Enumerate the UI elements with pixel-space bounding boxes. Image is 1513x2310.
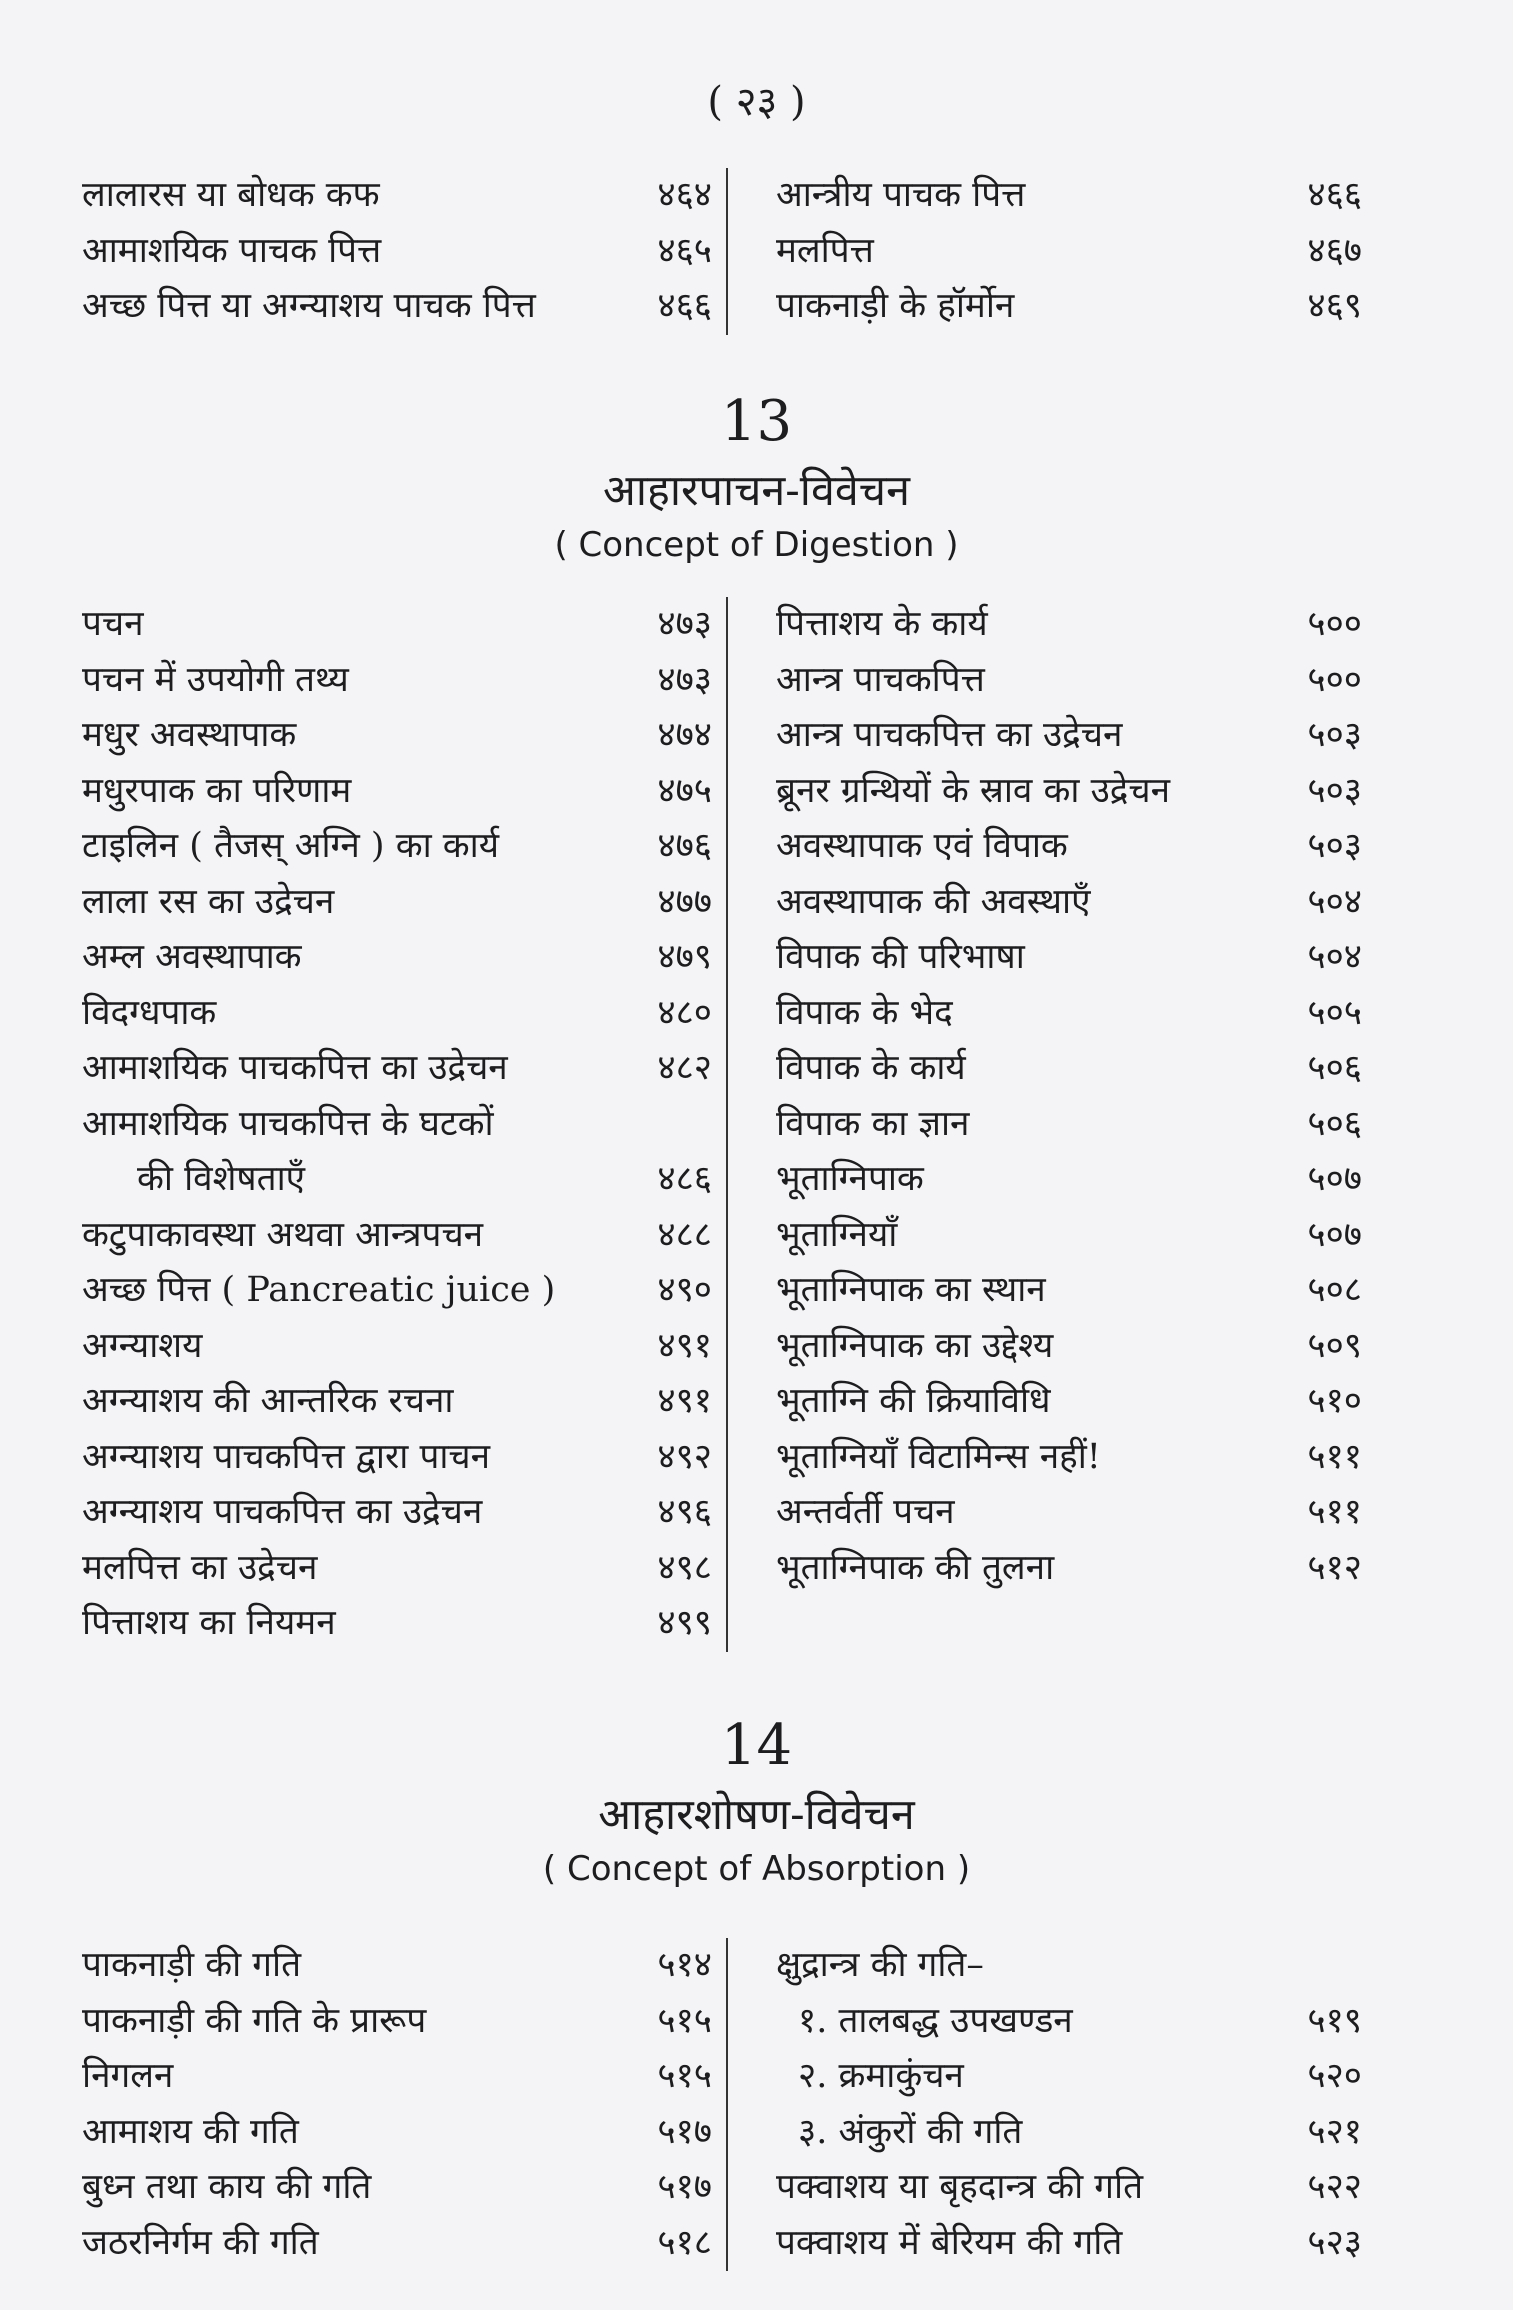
chapter-number: 13 xyxy=(720,389,793,454)
toc-entry xyxy=(776,1541,1362,1597)
toc-entry-page: ५०९ xyxy=(1307,1325,1362,1366)
toc-entry xyxy=(776,2105,1362,2161)
toc-entry-page: ५०७ xyxy=(1307,1214,1362,1255)
toc-entry xyxy=(776,1430,1362,1486)
toc-entry xyxy=(776,986,1362,1042)
toc-entry-title: अवस्थापाक एवं विपाक xyxy=(776,826,1068,866)
toc-entry xyxy=(82,708,712,764)
chapter-14-heading xyxy=(0,1714,1513,1894)
toc-entry-title: अम्ल अवस्थापाक xyxy=(82,937,302,977)
toc-left-column xyxy=(82,168,728,335)
toc-entry-page: ४७७ xyxy=(657,881,712,922)
toc-entry-page: ४९१ xyxy=(657,1325,712,1366)
toc-entry-page: ५०० xyxy=(1307,659,1362,700)
toc-entry-title: मधुर अवस्थापाक xyxy=(82,715,297,755)
toc-entry xyxy=(776,279,1362,335)
toc-entry xyxy=(776,930,1362,986)
toc-entry-page: ५२० xyxy=(1307,2056,1362,2096)
toc-entry xyxy=(82,168,712,224)
toc-block-continued xyxy=(82,168,1362,335)
toc-entry-page: ५११ xyxy=(1307,1492,1362,1532)
toc-entry-title: अन्तर्वर्ती पचन xyxy=(776,1492,955,1532)
toc-entry xyxy=(82,224,712,280)
toc-entry-page: ४६५ xyxy=(657,230,712,271)
toc-entry-title: मलपित्त का उद्रेचन xyxy=(82,1547,318,1588)
toc-entry-title: भूताग्नि की क्रियाविधि xyxy=(776,1381,1051,1421)
toc-block-chapter-13 xyxy=(82,597,1362,1652)
toc-entry-title: कटुपाकावस्था अथवा आन्त्रपचन xyxy=(82,1214,484,1255)
toc-entry-page: ५०६ xyxy=(1307,1048,1362,1088)
toc-entry-title: आन्त्र पाचकपित्त का उद्रेचन xyxy=(776,715,1123,755)
toc-entry-page: ५०६ xyxy=(1307,1103,1362,1144)
toc-entry-title: आमाशय की गति xyxy=(82,2111,299,2152)
toc-entry xyxy=(776,2160,1362,2216)
toc-entry-page: ४८० xyxy=(657,992,712,1033)
toc-entry-title: पक्वाशय या बृहदान्त्र की गति xyxy=(776,2167,1144,2207)
toc-entry-title: आन्त्रीय पाचक पित्त xyxy=(776,175,1026,215)
toc-entry xyxy=(82,1541,712,1597)
toc-entry xyxy=(776,1485,1362,1541)
toc-entry-title: पाकनाड़ी के हॉर्मोन xyxy=(776,286,1015,326)
toc-entry-page: ४८६ xyxy=(657,1159,712,1199)
chapter-number: 14 xyxy=(720,1713,793,1778)
toc-entry-page: ४७९ xyxy=(657,937,712,977)
toc-entry-title: मधुरपाक का परिणाम xyxy=(82,770,352,811)
toc-entry-title: भूताग्निपाक की तुलना xyxy=(776,1547,1055,1588)
toc-entry xyxy=(776,1041,1362,1097)
toc-entry-page: ४६७ xyxy=(1307,230,1362,271)
toc-entry-page: ४७५ xyxy=(657,770,712,811)
toc-entry-title: पाकनाड़ी की गति के प्रारूप xyxy=(82,2000,427,2041)
toc-entry-title: पचन में उपयोगी तथ्य xyxy=(82,659,349,700)
toc-entry-title: पित्ताशय के कार्य xyxy=(776,604,988,644)
toc-entry-page: ४७६ xyxy=(657,826,712,866)
toc-entry xyxy=(82,1208,712,1264)
toc-entry-page: ५१८ xyxy=(657,2222,712,2263)
toc-entry xyxy=(82,1041,712,1097)
toc-entry-title: विदग्धपाक xyxy=(82,992,217,1033)
toc-entry-page: ४९२ xyxy=(657,1436,712,1477)
toc-entry-page: ४९६ xyxy=(657,1492,712,1532)
toc-entry-title: पचन xyxy=(82,604,144,644)
toc-entry-title: टाइलिन ( तैजस् अग्नि ) का कार्य xyxy=(82,826,500,866)
toc-entry-page: ५०४ xyxy=(1307,937,1362,977)
toc-entry xyxy=(82,279,712,335)
toc-entry-title: भूताग्निपाक का स्थान xyxy=(776,1270,1046,1310)
toc-entry xyxy=(82,1374,712,1430)
toc-entry-page: ४९० xyxy=(657,1270,712,1310)
toc-left-column xyxy=(82,1938,728,2271)
toc-entry xyxy=(82,1994,712,2050)
toc-entry-title: भूताग्निपाक का उद्देश्य xyxy=(776,1325,1054,1366)
toc-entry xyxy=(776,224,1362,280)
toc-entry-page: ५२२ xyxy=(1307,2167,1362,2207)
toc-entry-title: बुध्न तथा काय की गति xyxy=(82,2167,372,2207)
toc-entry-title: आमाशयिक पाचक पित्त xyxy=(82,230,382,271)
toc-entry xyxy=(776,819,1362,875)
toc-entry-title: अच्छ पित्त ( Pancreatic juice ) xyxy=(82,1270,556,1310)
toc-entry-page: ४९८ xyxy=(657,1547,712,1588)
toc-entry-page: ५१४ xyxy=(657,1945,712,1985)
toc-entry xyxy=(82,986,712,1042)
toc-entry-title: अच्छ पित्त या अग्न्याशय पाचक पित्त xyxy=(82,286,536,326)
toc-entry xyxy=(82,1319,712,1375)
toc-entry xyxy=(776,1263,1362,1319)
toc-entry-page: ४९९ xyxy=(657,1603,712,1643)
toc-entry xyxy=(82,1097,712,1153)
toc-entry xyxy=(776,2049,1362,2105)
toc-entry xyxy=(776,764,1362,820)
toc-entry-page: ५१५ xyxy=(657,2000,712,2041)
toc-entry-title: पक्वाशय में बेरियम की गति xyxy=(776,2222,1123,2263)
toc-entry xyxy=(776,1994,1362,2050)
toc-entry-title: ब्रूनर ग्रन्थियों के स्राव का उद्रेचन xyxy=(776,770,1171,811)
toc-entry xyxy=(82,1596,712,1652)
toc-right-column xyxy=(728,597,1362,1652)
chapter-title-english: ( Concept of Digestion ) xyxy=(554,525,959,565)
toc-entry-page: ५०७ xyxy=(1307,1159,1362,1199)
chapter-title-hindi: आहारपाचन-विवेचन xyxy=(603,466,910,516)
toc-entry-page: ४७३ xyxy=(657,604,712,644)
toc-entry xyxy=(776,708,1362,764)
toc-entry-title: की विशेषताएँ xyxy=(137,1159,305,1199)
toc-entry xyxy=(82,597,712,653)
toc-entry xyxy=(776,168,1362,224)
toc-entry-title: विपाक की परिभाषा xyxy=(776,937,1025,977)
toc-entry xyxy=(776,1319,1362,1375)
toc-entry-title: लालारस या बोधक कफ xyxy=(82,175,380,215)
toc-entry xyxy=(776,1938,1362,1994)
toc-entry-title: विपाक के कार्य xyxy=(776,1048,966,1088)
toc-entry-title: विपाक का ज्ञान xyxy=(776,1103,970,1144)
toc-entry xyxy=(82,1152,712,1208)
toc-entry-page: ५१५ xyxy=(657,2056,712,2096)
toc-entry xyxy=(776,1152,1362,1208)
toc-entry xyxy=(776,875,1362,931)
toc-entry xyxy=(82,764,712,820)
toc-entry-page: ४७३ xyxy=(657,659,712,700)
toc-block-chapter-14 xyxy=(82,1938,1362,2271)
toc-entry xyxy=(82,1485,712,1541)
toc-entry xyxy=(82,819,712,875)
toc-entry-title: अवस्थापाक की अवस्थाएँ xyxy=(776,881,1091,922)
toc-entry-title: १. तालबद्ध उपखण्डन xyxy=(798,2000,1073,2041)
toc-entry-page: ५२३ xyxy=(1307,2222,1362,2263)
toc-entry xyxy=(82,2049,712,2105)
toc-entry-page: ५०३ xyxy=(1307,715,1362,755)
toc-entry-title: विपाक के भेद xyxy=(776,992,953,1033)
chapter-title-english: ( Concept of Absorption ) xyxy=(542,1849,971,1889)
toc-entry-title: आन्त्र पाचकपित्त xyxy=(776,659,985,700)
toc-entry-title: अग्न्याशय पाचकपित्त का उद्रेचन xyxy=(82,1492,483,1532)
toc-entry-title: पाकनाड़ी की गति xyxy=(82,1945,302,1985)
toc-entry-page: ५०४ xyxy=(1307,881,1362,922)
toc-entry-page: ५०३ xyxy=(1307,770,1362,811)
toc-entry-title: जठरनिर्गम की गति xyxy=(82,2222,319,2263)
toc-entry-title: २. क्रमाकुंचन xyxy=(798,2056,964,2096)
toc-entry xyxy=(82,2105,712,2161)
toc-entry-title: भूताग्निपाक xyxy=(776,1159,924,1199)
toc-entry xyxy=(82,930,712,986)
toc-entry-page: ४९१ xyxy=(657,1381,712,1421)
toc-entry-page: ४६४ xyxy=(657,175,712,215)
toc-left-column xyxy=(82,597,728,1652)
toc-entry-title: ३. अंकुरों की गति xyxy=(798,2111,1023,2152)
toc-entry xyxy=(776,1208,1362,1264)
chapter-title-hindi: आहारशोषण-विवेचन xyxy=(598,1790,915,1840)
toc-entry-page: ४७४ xyxy=(657,715,712,755)
toc-entry-title: मलपित्त xyxy=(776,230,874,271)
toc-entry xyxy=(82,1938,712,1994)
toc-right-column xyxy=(728,168,1362,335)
toc-entry-title: आमाशयिक पाचकपित्त का उद्रेचन xyxy=(82,1048,508,1088)
toc-entry-page: ५२१ xyxy=(1307,2111,1362,2152)
toc-entry-page: ५१२ xyxy=(1307,1547,1362,1588)
toc-entry xyxy=(82,1430,712,1486)
toc-right-column xyxy=(728,1938,1362,2271)
toc-entry-page: ५१७ xyxy=(657,2167,712,2207)
page-number: ( २३ ) xyxy=(707,79,806,125)
toc-entry xyxy=(82,2216,712,2272)
toc-entry-page: ५०३ xyxy=(1307,826,1362,866)
toc-entry-page: ५१७ xyxy=(657,2111,712,2152)
toc-entry-page: ४६६ xyxy=(657,286,712,326)
toc-entry-page: ५०० xyxy=(1307,604,1362,644)
toc-entry-title: अग्न्याशय पाचकपित्त द्वारा पाचन xyxy=(82,1436,491,1477)
toc-entry-title: क्षुद्रान्त्र की गति– xyxy=(776,1945,984,1985)
toc-entry-title: अग्न्याशय की आन्तरिक रचना xyxy=(82,1381,454,1421)
toc-entry-title: निगलन xyxy=(82,2056,174,2096)
toc-entry xyxy=(776,1374,1362,1430)
chapter-13-heading xyxy=(0,390,1513,570)
toc-entry-page: ४६९ xyxy=(1307,286,1362,326)
toc-entry-page: ४६६ xyxy=(1307,175,1362,215)
toc-entry-title: पित्ताशय का नियमन xyxy=(82,1603,336,1643)
toc-entry-title: भूताग्नियाँ xyxy=(776,1214,898,1255)
toc-entry-title: भूताग्नियाँ विटामिन्स नहीं! xyxy=(776,1436,1101,1477)
toc-entry xyxy=(82,875,712,931)
toc-entry-page: ५१९ xyxy=(1307,2000,1362,2041)
toc-entry-page: ४८२ xyxy=(657,1048,712,1088)
toc-entry-page: ५१० xyxy=(1307,1381,1362,1421)
toc-entry-title: लाला रस का उद्रेचन xyxy=(82,881,335,922)
toc-entry xyxy=(776,2216,1362,2272)
toc-entry xyxy=(776,597,1362,653)
toc-entry xyxy=(776,1097,1362,1153)
toc-entry-page: ५११ xyxy=(1307,1436,1362,1477)
toc-entry-page: ४८८ xyxy=(657,1214,712,1255)
toc-entry xyxy=(82,1263,712,1319)
toc-entry xyxy=(82,653,712,709)
toc-entry-title: आमाशयिक पाचकपित्त के घटकों xyxy=(82,1103,494,1144)
toc-entry-page: ५०५ xyxy=(1307,992,1362,1033)
toc-entry xyxy=(82,2160,712,2216)
toc-entry-page: ५०८ xyxy=(1307,1270,1362,1310)
toc-entry xyxy=(776,653,1362,709)
toc-entry-title: अग्न्याशय xyxy=(82,1325,203,1366)
